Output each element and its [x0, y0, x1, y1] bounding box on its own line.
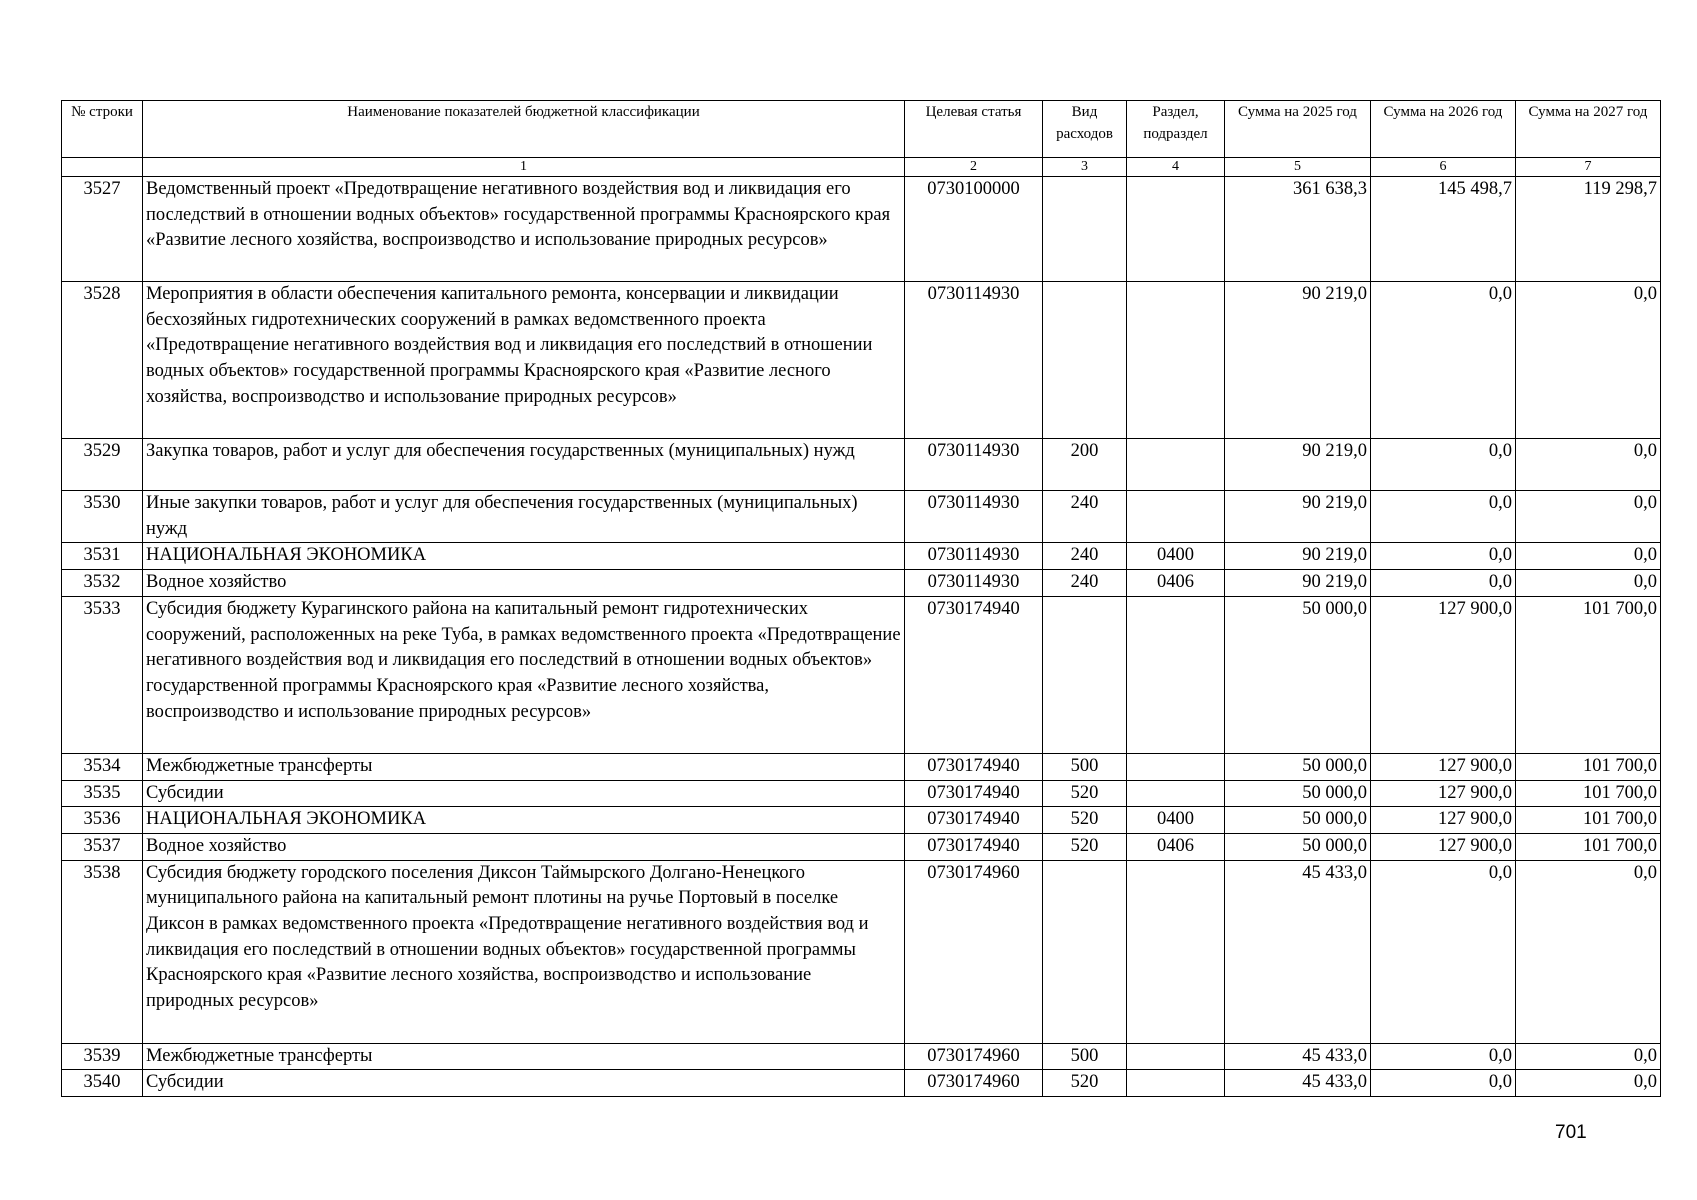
row-sum-2027: 101 700,0 — [1516, 596, 1661, 753]
row-sum-2025: 45 433,0 — [1225, 860, 1371, 1043]
row-target-code: 0730114930 — [905, 491, 1043, 543]
row-sum-2026: 0,0 — [1371, 439, 1516, 491]
row-expense-type — [1043, 177, 1127, 282]
table-row — [62, 833, 1661, 860]
row-section: 0406 — [1127, 570, 1225, 597]
row-section — [1127, 1070, 1225, 1097]
row-sum-2026: 0,0 — [1371, 570, 1516, 597]
row-target-code: 0730174940 — [905, 753, 1043, 780]
table-row — [62, 860, 1661, 1043]
header-sum-2025: Сумма на 2025 год — [1225, 101, 1371, 158]
row-number: 3527 — [62, 177, 143, 282]
row-sum-2027: 0,0 — [1516, 282, 1661, 439]
row-expense-type: 240 — [1043, 543, 1127, 570]
row-name: Субсидия бюджету городского поселения Диксон Таймырского Долгано-Ненецкого муниципального района на капитальный ремонт плотины на ручье Портовый в поселке Диксон в рамках ведомственного проекта «Предотвращение негативного воздействия вод и ликвидация его последствий в отношении водных объектов» государственной программы Красноярского края «Развитие лесного хозяйства, воспроизводство и использование природных ресурсов» — [143, 860, 905, 1043]
column-number: 2 — [905, 158, 1043, 177]
row-sum-2025: 50 000,0 — [1225, 780, 1371, 807]
row-sum-2027: 101 700,0 — [1516, 753, 1661, 780]
row-sum-2026: 127 900,0 — [1371, 596, 1516, 753]
row-sum-2025: 50 000,0 — [1225, 807, 1371, 834]
row-sum-2026: 127 900,0 — [1371, 833, 1516, 860]
row-sum-2027: 0,0 — [1516, 570, 1661, 597]
row-section — [1127, 439, 1225, 491]
row-number: 3539 — [62, 1043, 143, 1070]
row-sum-2026: 0,0 — [1371, 543, 1516, 570]
row-number: 3530 — [62, 491, 143, 543]
row-sum-2025: 45 433,0 — [1225, 1043, 1371, 1070]
row-section — [1127, 1043, 1225, 1070]
row-number: 3537 — [62, 833, 143, 860]
table-body — [62, 177, 1661, 1097]
row-expense-type — [1043, 596, 1127, 753]
table-row — [62, 570, 1661, 597]
row-sum-2025: 90 219,0 — [1225, 439, 1371, 491]
row-name: Иные закупки товаров, работ и услуг для обеспечения государственных (муниципальных) нужд — [143, 491, 905, 543]
column-number: 5 — [1225, 158, 1371, 177]
row-name: НАЦИОНАЛЬНАЯ ЭКОНОМИКА — [143, 807, 905, 834]
row-target-code: 0730174940 — [905, 596, 1043, 753]
row-target-code: 0730114930 — [905, 282, 1043, 439]
row-name: Мероприятия в области обеспечения капитального ремонта, консервации и ликвидации бесхозяйных гидротехнических сооружений в рамках ведомственного проекта «Предотвращение негативного воздействия вод и ликвидация его последствий в отношении водных объектов» государственной программы Красноярского края «Развитие лесного хозяйства, воспроизводство и использование природных ресурсов» — [143, 282, 905, 439]
table-row — [62, 753, 1661, 780]
row-number: 3531 — [62, 543, 143, 570]
header-expense-type: Вид расходов — [1043, 101, 1127, 158]
row-number: 3532 — [62, 570, 143, 597]
row-sum-2026: 0,0 — [1371, 1043, 1516, 1070]
row-sum-2025: 90 219,0 — [1225, 282, 1371, 439]
table-header — [62, 101, 1661, 177]
row-target-code: 0730114930 — [905, 543, 1043, 570]
row-expense-type: 200 — [1043, 439, 1127, 491]
header-sum-2026: Сумма на 2026 год — [1371, 101, 1516, 158]
column-number — [62, 158, 143, 177]
row-section — [1127, 780, 1225, 807]
row-target-code: 0730174940 — [905, 833, 1043, 860]
row-expense-type — [1043, 860, 1127, 1043]
column-number: 3 — [1043, 158, 1127, 177]
header-target: Целевая статья — [905, 101, 1043, 158]
row-sum-2026: 127 900,0 — [1371, 753, 1516, 780]
row-sum-2026: 127 900,0 — [1371, 807, 1516, 834]
row-name: Субсидии — [143, 1070, 905, 1097]
table-row — [62, 1070, 1661, 1097]
header-section: Раздел, подраздел — [1127, 101, 1225, 158]
row-sum-2027: 101 700,0 — [1516, 807, 1661, 834]
row-target-code: 0730174960 — [905, 1070, 1043, 1097]
row-sum-2027: 0,0 — [1516, 860, 1661, 1043]
row-target-code: 0730174960 — [905, 1043, 1043, 1070]
row-section — [1127, 860, 1225, 1043]
table-row — [62, 439, 1661, 491]
row-expense-type: 520 — [1043, 833, 1127, 860]
header-name: Наименование показателей бюджетной классификации — [143, 101, 905, 158]
table-row — [62, 1043, 1661, 1070]
row-section — [1127, 596, 1225, 753]
row-sum-2025: 90 219,0 — [1225, 491, 1371, 543]
row-name: Субсидии — [143, 780, 905, 807]
row-sum-2026: 127 900,0 — [1371, 780, 1516, 807]
row-name: Межбюджетные трансферты — [143, 753, 905, 780]
row-name: Межбюджетные трансферты — [143, 1043, 905, 1070]
row-expense-type: 240 — [1043, 570, 1127, 597]
row-section — [1127, 177, 1225, 282]
row-sum-2026: 0,0 — [1371, 1070, 1516, 1097]
row-section: 0400 — [1127, 543, 1225, 570]
row-name: Субсидия бюджету Курагинского района на капитальный ремонт гидротехнических сооружений, расположенных на реке Туба, в рамках ведомственного проекта «Предотвращение негативного воздействия вод и ликвидация его последствий в отношении водных объектов» государственной программы Красноярского края «Развитие лесного хозяйства, воспроизводство и использование природных ресурсов» — [143, 596, 905, 753]
row-number: 3529 — [62, 439, 143, 491]
row-sum-2026: 0,0 — [1371, 860, 1516, 1043]
table-row — [62, 177, 1661, 282]
row-sum-2027: 0,0 — [1516, 491, 1661, 543]
row-expense-type: 520 — [1043, 1070, 1127, 1097]
row-target-code: 0730100000 — [905, 177, 1043, 282]
table-row — [62, 491, 1661, 543]
row-name: Ведомственный проект «Предотвращение негативного воздействия вод и ликвидация его последствий в отношении водных объектов» государственной программы Красноярского края «Развитие лесного хозяйства, воспроизводство и использование природных ресурсов» — [143, 177, 905, 282]
column-number: 1 — [143, 158, 905, 177]
row-sum-2027: 101 700,0 — [1516, 780, 1661, 807]
column-number-row — [62, 158, 1661, 177]
row-expense-type: 500 — [1043, 1043, 1127, 1070]
row-sum-2025: 45 433,0 — [1225, 1070, 1371, 1097]
row-target-code: 0730114930 — [905, 439, 1043, 491]
column-number: 6 — [1371, 158, 1516, 177]
column-number: 7 — [1516, 158, 1661, 177]
row-number: 3535 — [62, 780, 143, 807]
row-name: Водное хозяйство — [143, 570, 905, 597]
table-row — [62, 543, 1661, 570]
row-target-code: 0730174940 — [905, 780, 1043, 807]
row-sum-2027: 0,0 — [1516, 1070, 1661, 1097]
table-row — [62, 596, 1661, 753]
budget-table — [61, 100, 1661, 1097]
page-number: 701 — [1555, 1122, 1587, 1143]
row-section: 0406 — [1127, 833, 1225, 860]
row-sum-2026: 145 498,7 — [1371, 177, 1516, 282]
row-section — [1127, 753, 1225, 780]
row-sum-2027: 0,0 — [1516, 543, 1661, 570]
table-row — [62, 282, 1661, 439]
row-number: 3540 — [62, 1070, 143, 1097]
row-number: 3533 — [62, 596, 143, 753]
row-number: 3534 — [62, 753, 143, 780]
row-sum-2025: 50 000,0 — [1225, 833, 1371, 860]
row-expense-type: 520 — [1043, 807, 1127, 834]
row-expense-type: 520 — [1043, 780, 1127, 807]
row-expense-type: 500 — [1043, 753, 1127, 780]
row-sum-2026: 0,0 — [1371, 491, 1516, 543]
row-section — [1127, 491, 1225, 543]
row-section — [1127, 282, 1225, 439]
table-row — [62, 807, 1661, 834]
row-sum-2025: 50 000,0 — [1225, 753, 1371, 780]
row-sum-2027: 0,0 — [1516, 439, 1661, 491]
row-name: Закупка товаров, работ и услуг для обеспечения государственных (муниципальных) нужд — [143, 439, 905, 491]
row-number: 3536 — [62, 807, 143, 834]
row-sum-2025: 90 219,0 — [1225, 543, 1371, 570]
row-number: 3528 — [62, 282, 143, 439]
row-target-code: 0730114930 — [905, 570, 1043, 597]
row-name: НАЦИОНАЛЬНАЯ ЭКОНОМИКА — [143, 543, 905, 570]
row-target-code: 0730174960 — [905, 860, 1043, 1043]
column-number: 4 — [1127, 158, 1225, 177]
row-expense-type: 240 — [1043, 491, 1127, 543]
row-sum-2026: 0,0 — [1371, 282, 1516, 439]
table-row — [62, 780, 1661, 807]
row-sum-2027: 101 700,0 — [1516, 833, 1661, 860]
row-sum-2025: 50 000,0 — [1225, 596, 1371, 753]
row-name: Водное хозяйство — [143, 833, 905, 860]
row-sum-2025: 361 638,3 — [1225, 177, 1371, 282]
header-sum-2027: Сумма на 2027 год — [1516, 101, 1661, 158]
row-section: 0400 — [1127, 807, 1225, 834]
row-number: 3538 — [62, 860, 143, 1043]
row-sum-2027: 0,0 — [1516, 1043, 1661, 1070]
row-target-code: 0730174940 — [905, 807, 1043, 834]
row-expense-type — [1043, 282, 1127, 439]
row-sum-2027: 119 298,7 — [1516, 177, 1661, 282]
row-sum-2025: 90 219,0 — [1225, 570, 1371, 597]
header-row-no: № строки — [62, 101, 143, 158]
